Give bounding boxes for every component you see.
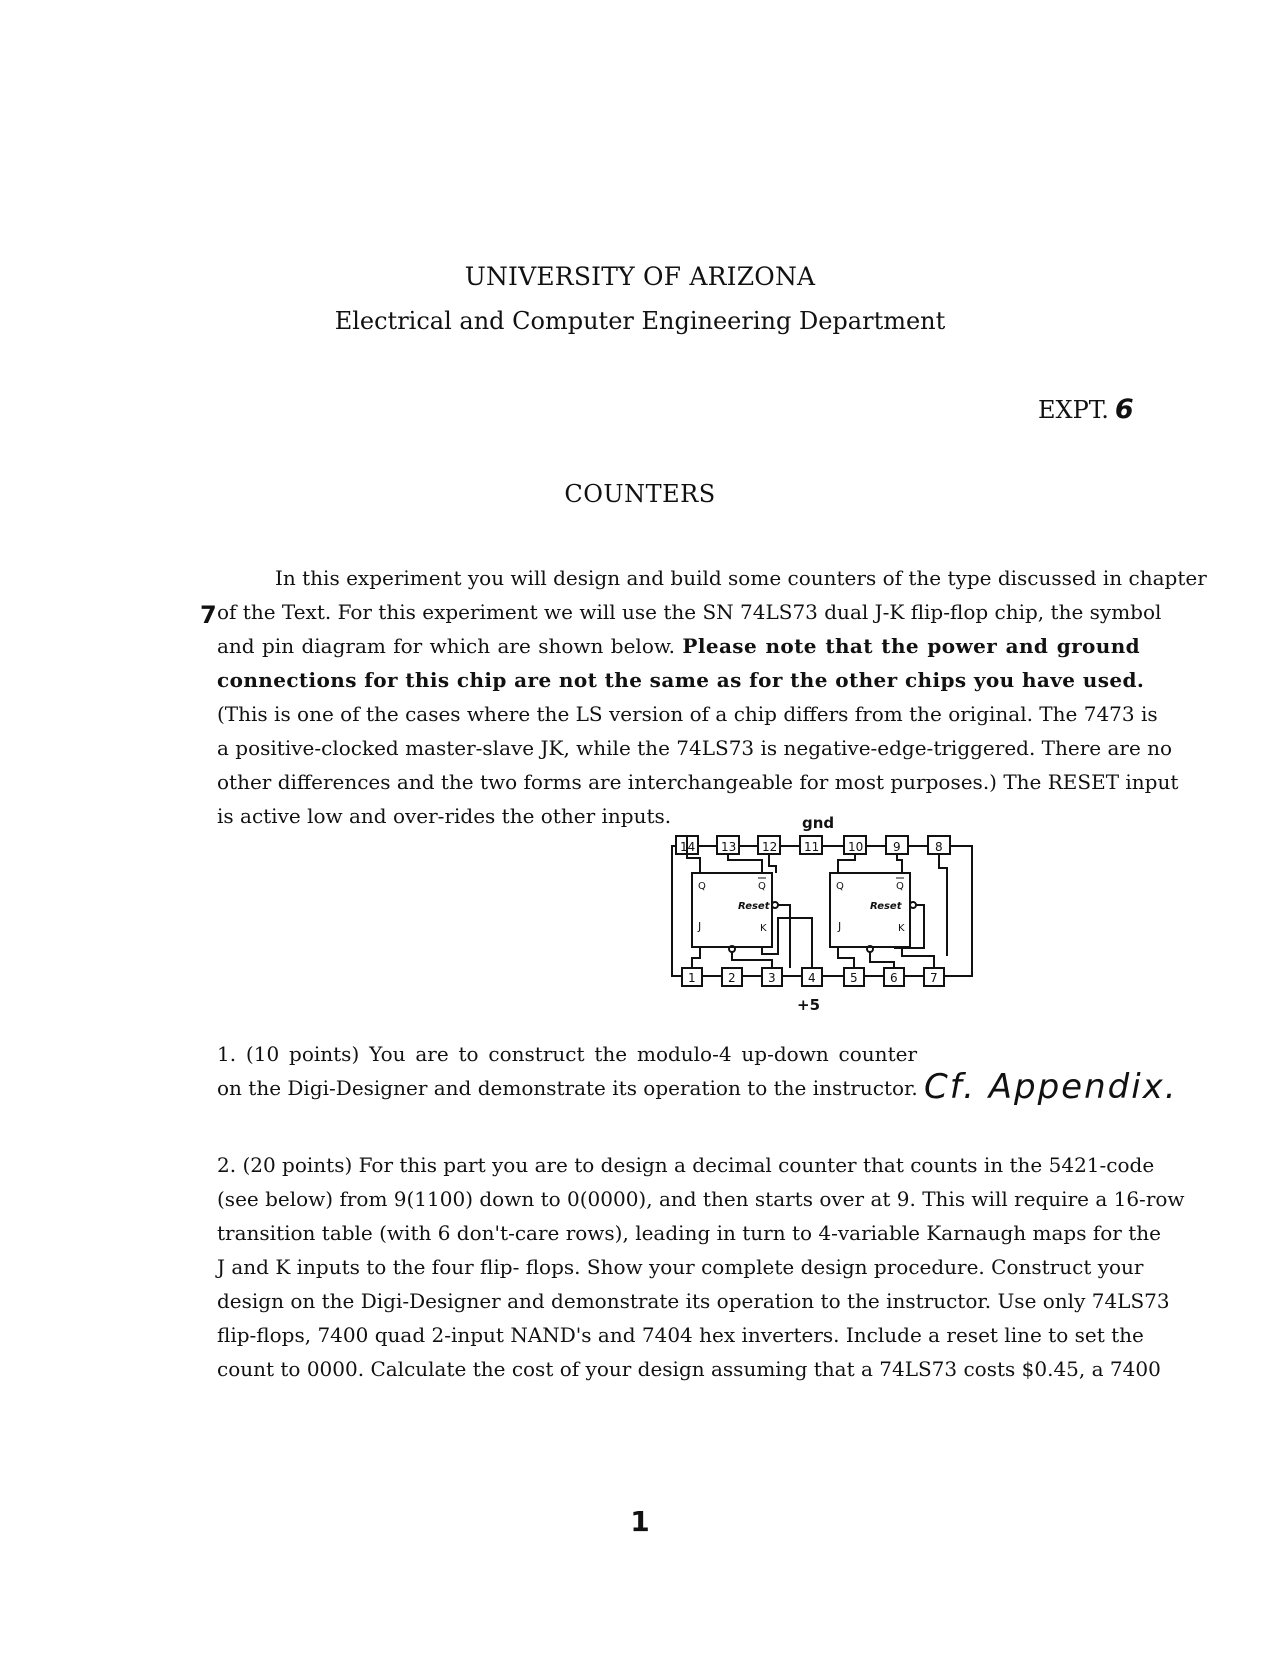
pin-label: 4 [808, 971, 816, 985]
pin-label: 11 [804, 840, 820, 854]
intro-line: of the Text. For this experiment we will use the SN 74LS73 dual J-K flip-flop chip, the symbol [217, 600, 1162, 624]
gnd-label: gnd [802, 814, 835, 832]
experiment-label [1038, 394, 1134, 425]
pin-label: 12 [762, 840, 778, 854]
intro-line: other differences and the two forms are interchangeable for most purposes.) The RESET input [217, 770, 1179, 794]
handwritten-appendix-note: Cf. Appendix. [924, 1067, 1178, 1107]
vcc-label: +5 [797, 996, 821, 1014]
question-2-line: transition table (with 6 don't-care rows), leading in turn to 4-variable Karnaugh maps for the [217, 1221, 1161, 1245]
ff1-qbar-label: Q [758, 881, 766, 892]
question-2-line: design on the Digi-Designer and demonstrate its operation to the instructor. Use only 74LS73 [217, 1289, 1170, 1313]
bottom-pin-row [682, 968, 944, 986]
question-2-line: count to 0000. Calculate the cost of your design assuming that a 74LS73 costs $0.45, a 7400 [217, 1357, 1161, 1381]
question-1 [217, 1037, 917, 1105]
expt-text: EXPT. [1038, 396, 1109, 424]
question-2-line: flip-flops, 7400 quad 2-input NAND's and 7404 hex inverters. Include a reset line to set the [217, 1323, 1144, 1347]
ff1-k-label: K [760, 923, 767, 934]
pin-label: 3 [768, 971, 776, 985]
flip-flop-2 [830, 854, 947, 968]
intro-line [217, 629, 1140, 663]
ff2-q-label: Q [836, 881, 844, 892]
intro-line: (This is one of the cases where the LS version of a chip differs from the original. The 7473 is [217, 702, 1158, 726]
intro-line-text: and pin diagram for which are shown below. [217, 634, 675, 658]
page-number: 1 [630, 1505, 650, 1538]
pin-label: 5 [850, 971, 858, 985]
intro-bold-line: connections for this chip are not the same as for the other chips you have used. [217, 668, 1145, 692]
flip-flop-1 [687, 836, 812, 968]
intro-bold-note: Please note that the power and ground [682, 634, 1141, 658]
pin-label: 6 [890, 971, 898, 985]
intro-line: a positive-clocked master-slave JK, while the 74LS73 is negative-edge-triggered. There are no [217, 736, 1173, 760]
margin-note-handwritten: 7 [200, 601, 217, 629]
intro-paragraph [217, 561, 1207, 833]
department-heading: Electrical and Computer Engineering Department [334, 307, 946, 335]
expt-number-handwritten: 6 [1114, 394, 1134, 425]
university-heading: UNIVERSITY OF ARIZONA [464, 262, 816, 291]
pin-label: 10 [848, 840, 864, 854]
pin-label: 14 [680, 840, 696, 854]
document-title: COUNTERS [564, 480, 716, 508]
pin-label: 8 [935, 840, 943, 854]
pin-label: 13 [721, 840, 737, 854]
ff1-j-label: J [698, 920, 702, 933]
ff1-reset-label: Reset [738, 901, 770, 912]
flip-flop-pin-diagram [662, 808, 992, 1018]
question-2-line: (see below) from 9(1100) down to 0(0000), and then starts over at 9. This will require a 16-row [217, 1187, 1185, 1211]
ff2-k-label: K [898, 923, 905, 934]
pin-label: 7 [930, 971, 938, 985]
pin-label: 2 [728, 971, 736, 985]
ff2-j-label: J [838, 920, 842, 933]
intro-line: In this experiment you will design and build some counters of the type discussed in chapter [275, 566, 1207, 590]
ff2-qbar-label: Q [896, 881, 904, 892]
pin-label: 9 [893, 840, 901, 854]
question-1-line: 1. (10 points) You are to construct the modulo-4 up-down counter [217, 1042, 917, 1066]
ff2-reset-label: Reset [870, 901, 902, 912]
question-2 [217, 1148, 1185, 1386]
question-2-line: J and K inputs to the four flip- flops. Show your complete design procedure. Construct your [217, 1255, 1144, 1279]
top-pin-row [676, 836, 950, 854]
question-1-line: on the Digi-Designer and demonstrate its operation to the instructor. [217, 1076, 918, 1100]
intro-line: is active low and over-rides the other inputs. [217, 804, 672, 828]
pin-label: 1 [688, 971, 696, 985]
question-2-line: 2. (20 points) For this part you are to design a decimal counter that counts in the 5421-code [217, 1153, 1155, 1177]
ff1-q-label: Q [698, 881, 706, 892]
